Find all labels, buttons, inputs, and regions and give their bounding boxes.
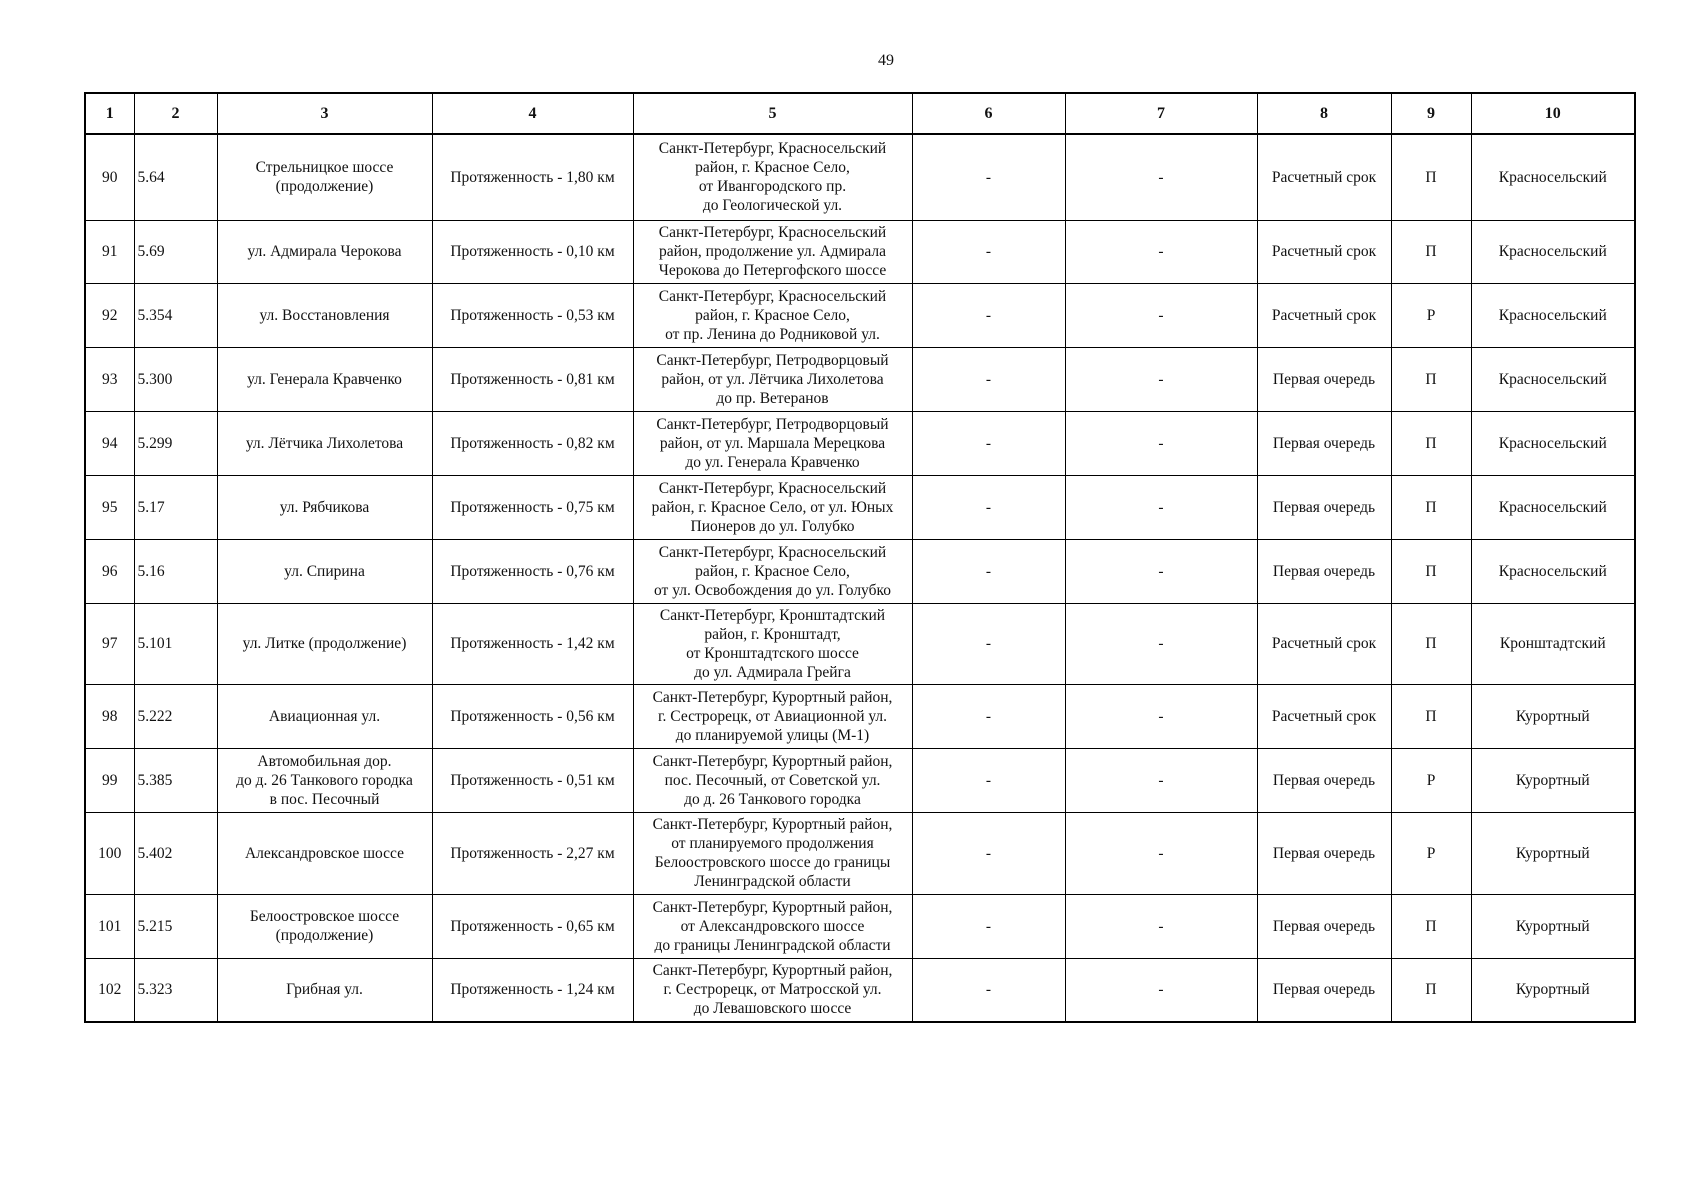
table-row bbox=[85, 134, 1635, 220]
type-cell: П bbox=[1391, 894, 1471, 958]
term-cell: Первая очередь bbox=[1257, 812, 1391, 894]
row-number-cell: 101 bbox=[85, 894, 134, 958]
object-name-cell bbox=[217, 684, 432, 748]
object-name-cell bbox=[217, 603, 432, 684]
row-number-cell: 102 bbox=[85, 958, 134, 1022]
table-row bbox=[85, 958, 1635, 1022]
district-cell: Красносельский bbox=[1471, 539, 1635, 603]
code-cell: 5.385 bbox=[134, 748, 217, 812]
district-cell: Красносельский bbox=[1471, 220, 1635, 283]
column-6-cell: - bbox=[912, 603, 1065, 684]
length-cell: Протяженность - 0,56 км bbox=[432, 684, 633, 748]
type-cell: П bbox=[1391, 411, 1471, 475]
type-cell: Р bbox=[1391, 748, 1471, 812]
code-cell: 5.101 bbox=[134, 603, 217, 684]
location-cell-line: Санкт-Петербург, Петродворцовый bbox=[656, 351, 889, 369]
location-cell-line: Санкт-Петербург, Курортный район, bbox=[652, 688, 893, 706]
location-cell-line: Санкт-Петербург, Красносельский bbox=[658, 287, 887, 305]
row-number-cell: 95 bbox=[85, 475, 134, 539]
type-cell: П bbox=[1391, 347, 1471, 411]
header-col-9: 9 bbox=[1391, 93, 1471, 134]
row-number-cell: 100 bbox=[85, 812, 134, 894]
object-name-cell bbox=[217, 134, 432, 220]
row-number-cell: 97 bbox=[85, 603, 134, 684]
header-col-5: 5 bbox=[633, 93, 912, 134]
location-cell bbox=[633, 283, 912, 347]
location-cell bbox=[633, 347, 912, 411]
object-name-cell-line: Стрельницкое шоссе bbox=[255, 159, 394, 177]
row-number-cell: 96 bbox=[85, 539, 134, 603]
location-cell-line: до границы Ленинградской области bbox=[654, 936, 891, 954]
location-cell-line: район, г. Красное Село, bbox=[695, 159, 850, 177]
object-name-cell-line: ул. Рябчикова bbox=[279, 498, 370, 516]
column-6-cell: - bbox=[912, 220, 1065, 283]
page-number: 49 bbox=[878, 52, 894, 69]
object-name-cell-line: (продолжение) bbox=[275, 927, 374, 944]
column-6-cell: - bbox=[912, 411, 1065, 475]
row-number-cell: 90 bbox=[85, 134, 134, 220]
table-row bbox=[85, 812, 1635, 894]
location-cell-line: до пр. Ветеранов bbox=[716, 389, 829, 407]
table-row bbox=[85, 283, 1635, 347]
location-cell-line: Санкт-Петербург, Красносельский bbox=[658, 543, 887, 561]
column-6-cell: - bbox=[912, 475, 1065, 539]
term-cell: Первая очередь bbox=[1257, 475, 1391, 539]
object-name-cell bbox=[217, 475, 432, 539]
location-cell-line: район, от ул. Маршала Мерецкова bbox=[659, 434, 886, 452]
object-name-cell bbox=[217, 411, 432, 475]
object-name-cell-line: ул. Восстановления bbox=[259, 306, 390, 324]
district-cell: Курортный bbox=[1471, 812, 1635, 894]
location-cell-line: Санкт-Петербург, Курортный район, bbox=[652, 962, 893, 980]
term-cell: Первая очередь bbox=[1257, 958, 1391, 1022]
term-cell: Расчетный срок bbox=[1257, 603, 1391, 684]
header-col-2: 2 bbox=[134, 93, 217, 134]
term-cell: Расчетный срок bbox=[1257, 134, 1391, 220]
code-cell: 5.64 bbox=[134, 134, 217, 220]
location-cell-line: от Александровского шоссе bbox=[680, 917, 865, 935]
location-cell bbox=[633, 220, 912, 283]
object-name-cell bbox=[217, 283, 432, 347]
district-cell: Красносельский bbox=[1471, 283, 1635, 347]
column-7-cell: - bbox=[1065, 958, 1257, 1022]
column-6-cell: - bbox=[912, 748, 1065, 812]
table-header-row bbox=[85, 93, 1635, 134]
type-cell: П bbox=[1391, 475, 1471, 539]
location-cell-line: район, г. Красное Село, bbox=[695, 562, 850, 580]
location-cell-line: район, от ул. Лётчика Лихолетова bbox=[661, 370, 884, 388]
column-7-cell: - bbox=[1065, 812, 1257, 894]
length-cell: Протяженность - 0,51 км bbox=[432, 748, 633, 812]
row-number-cell: 98 bbox=[85, 684, 134, 748]
district-cell: Красносельский bbox=[1471, 475, 1635, 539]
code-cell: 5.69 bbox=[134, 220, 217, 283]
location-cell bbox=[633, 475, 912, 539]
district-cell: Курортный bbox=[1471, 894, 1635, 958]
object-name-cell-line: (продолжение) bbox=[275, 178, 374, 196]
row-number-cell: 92 bbox=[85, 283, 134, 347]
column-6-cell: - bbox=[912, 684, 1065, 748]
location-cell-line: до ул. Адмирала Грейга bbox=[694, 663, 851, 681]
object-name-cell bbox=[217, 347, 432, 411]
location-cell bbox=[633, 748, 912, 812]
location-cell-line: район, г. Кронштадт, bbox=[704, 625, 841, 643]
code-cell: 5.323 bbox=[134, 958, 217, 1022]
length-cell: Протяженность - 1,24 км bbox=[432, 958, 633, 1022]
location-cell-line: Санкт-Петербург, Красносельский bbox=[658, 479, 887, 497]
object-name-cell-line: Авиационная ул. bbox=[268, 707, 381, 725]
road-projects-table bbox=[84, 92, 1636, 1023]
location-cell-line: до д. 26 Танкового городка bbox=[684, 790, 861, 808]
table-row bbox=[85, 347, 1635, 411]
length-cell: Протяженность - 0,65 км bbox=[432, 894, 633, 958]
column-7-cell: - bbox=[1065, 684, 1257, 748]
location-cell-line: район, г. Красное Село, от ул. Юных bbox=[651, 498, 894, 516]
row-number-cell: 93 bbox=[85, 347, 134, 411]
location-cell-line: Ленинградской области bbox=[694, 873, 851, 890]
location-cell-line: до Левашовского шоссе bbox=[693, 1000, 852, 1018]
table-body bbox=[85, 134, 1635, 1022]
type-cell: П bbox=[1391, 539, 1471, 603]
object-name-cell-line: ул. Лётчика Лихолетова bbox=[245, 434, 404, 452]
location-cell-line: от Кронштадтского шоссе bbox=[686, 644, 859, 662]
location-cell bbox=[633, 411, 912, 475]
location-cell-line: район, продолжение ул. Адмирала bbox=[658, 243, 887, 260]
object-name-cell bbox=[217, 539, 432, 603]
location-cell-line: от Ивангородского пр. bbox=[698, 178, 847, 196]
table-row bbox=[85, 603, 1635, 684]
location-cell-line: от планируемого продолжения bbox=[671, 835, 874, 852]
column-7-cell: - bbox=[1065, 220, 1257, 283]
location-cell-line: Санкт-Петербург, Курортный район, bbox=[652, 816, 893, 833]
location-cell-line: Санкт-Петербург, Курортный район, bbox=[652, 752, 893, 770]
term-cell: Расчетный срок bbox=[1257, 283, 1391, 347]
location-cell-line: до ул. Генерала Кравченко bbox=[685, 453, 860, 471]
district-cell: Красносельский bbox=[1471, 347, 1635, 411]
type-cell: П bbox=[1391, 220, 1471, 283]
code-cell: 5.300 bbox=[134, 347, 217, 411]
column-6-cell: - bbox=[912, 347, 1065, 411]
location-cell-line: до Геологической ул. bbox=[702, 197, 843, 215]
table-row bbox=[85, 684, 1635, 748]
location-cell-line: от пр. Ленина до Родниковой ул. bbox=[665, 325, 880, 343]
location-cell-line: Санкт-Петербург, Красносельский bbox=[658, 224, 887, 241]
object-name-cell-line: ул. Адмирала Черокова bbox=[247, 243, 402, 260]
location-cell bbox=[633, 539, 912, 603]
column-7-cell: - bbox=[1065, 134, 1257, 220]
code-cell: 5.402 bbox=[134, 812, 217, 894]
code-cell: 5.222 bbox=[134, 684, 217, 748]
length-cell: Протяженность - 0,53 км bbox=[432, 283, 633, 347]
table-row bbox=[85, 475, 1635, 539]
type-cell: П bbox=[1391, 134, 1471, 220]
location-cell-line: Санкт-Петербург, Красносельский bbox=[658, 140, 887, 158]
object-name-cell-line: Грибная ул. bbox=[286, 981, 363, 999]
district-cell: Курортный bbox=[1471, 958, 1635, 1022]
term-cell: Расчетный срок bbox=[1257, 684, 1391, 748]
object-name-cell-line: Белоостровское шоссе bbox=[249, 908, 400, 925]
header-col-8: 8 bbox=[1257, 93, 1391, 134]
type-cell: П bbox=[1391, 958, 1471, 1022]
header-col-10: 10 bbox=[1471, 93, 1635, 134]
term-cell: Первая очередь bbox=[1257, 347, 1391, 411]
location-cell-line: г. Сестрорецк, от Матросской ул. bbox=[663, 981, 882, 999]
object-name-cell-line: до д. 26 Танкового городка bbox=[236, 771, 413, 789]
code-cell: 5.17 bbox=[134, 475, 217, 539]
length-cell: Протяженность - 0,10 км bbox=[432, 220, 633, 283]
object-name-cell-line: Александровское шоссе bbox=[244, 844, 405, 862]
column-6-cell: - bbox=[912, 894, 1065, 958]
location-cell-line: пос. Песочный, от Советской ул. bbox=[664, 771, 881, 789]
table-row bbox=[85, 748, 1635, 812]
column-6-cell: - bbox=[912, 958, 1065, 1022]
location-cell-line: Пионеров до ул. Голубко bbox=[690, 517, 855, 535]
type-cell: П bbox=[1391, 603, 1471, 684]
district-cell: Красносельский bbox=[1471, 411, 1635, 475]
column-6-cell: - bbox=[912, 283, 1065, 347]
object-name-cell-line: ул. Литке (продолжение) bbox=[242, 635, 407, 652]
row-number-cell: 91 bbox=[85, 220, 134, 283]
object-name-cell-line: ул. Спирина bbox=[284, 562, 365, 580]
type-cell: Р bbox=[1391, 283, 1471, 347]
column-6-cell: - bbox=[912, 812, 1065, 894]
length-cell: Протяженность - 2,27 км bbox=[432, 812, 633, 894]
table-row bbox=[85, 411, 1635, 475]
location-cell-line: г. Сестрорецк, от Авиационной ул. bbox=[657, 707, 888, 725]
column-7-cell: - bbox=[1065, 347, 1257, 411]
row-number-cell: 94 bbox=[85, 411, 134, 475]
length-cell: Протяженность - 1,80 км bbox=[432, 134, 633, 220]
term-cell: Первая очередь bbox=[1257, 894, 1391, 958]
location-cell-line: от ул. Освобождения до ул. Голубко bbox=[654, 581, 891, 599]
table-row bbox=[85, 894, 1635, 958]
code-cell: 5.215 bbox=[134, 894, 217, 958]
district-cell: Красносельский bbox=[1471, 134, 1635, 220]
table-row bbox=[85, 220, 1635, 283]
location-cell-line: Белоостровского шоссе до границы bbox=[654, 854, 891, 871]
length-cell: Протяженность - 0,82 км bbox=[432, 411, 633, 475]
length-cell: Протяженность - 0,75 км bbox=[432, 475, 633, 539]
location-cell bbox=[633, 894, 912, 958]
location-cell bbox=[633, 684, 912, 748]
object-name-cell-line: в пос. Песочный bbox=[269, 790, 380, 808]
location-cell-line: до планируемой улицы (М-1) bbox=[675, 726, 870, 744]
object-name-cell-line: Автомобильная дор. bbox=[257, 752, 392, 770]
location-cell bbox=[633, 603, 912, 684]
length-cell: Протяженность - 0,76 км bbox=[432, 539, 633, 603]
location-cell-line: Санкт-Петербург, Кронштадтский bbox=[659, 606, 886, 624]
type-cell: П bbox=[1391, 684, 1471, 748]
column-7-cell: - bbox=[1065, 603, 1257, 684]
code-cell: 5.299 bbox=[134, 411, 217, 475]
object-name-cell bbox=[217, 812, 432, 894]
type-cell: Р bbox=[1391, 812, 1471, 894]
length-cell: Протяженность - 0,81 км bbox=[432, 347, 633, 411]
column-6-cell: - bbox=[912, 134, 1065, 220]
code-cell: 5.16 bbox=[134, 539, 217, 603]
header-col-4: 4 bbox=[432, 93, 633, 134]
length-cell: Протяженность - 1,42 км bbox=[432, 603, 633, 684]
object-name-cell bbox=[217, 894, 432, 958]
district-cell: Курортный bbox=[1471, 684, 1635, 748]
column-7-cell: - bbox=[1065, 539, 1257, 603]
header-col-1: 1 bbox=[85, 93, 134, 134]
column-7-cell: - bbox=[1065, 748, 1257, 812]
column-7-cell: - bbox=[1065, 475, 1257, 539]
location-cell bbox=[633, 812, 912, 894]
term-cell: Первая очередь bbox=[1257, 539, 1391, 603]
term-cell: Первая очередь bbox=[1257, 748, 1391, 812]
header-col-6: 6 bbox=[912, 93, 1065, 134]
location-cell-line: район, г. Красное Село, bbox=[695, 306, 850, 324]
location-cell bbox=[633, 958, 912, 1022]
column-6-cell: - bbox=[912, 539, 1065, 603]
location-cell-line: Санкт-Петербург, Курортный район, bbox=[652, 898, 893, 916]
column-7-cell: - bbox=[1065, 283, 1257, 347]
district-cell: Кронштадтский bbox=[1471, 603, 1635, 684]
code-cell: 5.354 bbox=[134, 283, 217, 347]
term-cell: Расчетный срок bbox=[1257, 220, 1391, 283]
object-name-cell-line: ул. Генерала Кравченко bbox=[247, 370, 402, 388]
term-cell: Первая очередь bbox=[1257, 411, 1391, 475]
column-7-cell: - bbox=[1065, 894, 1257, 958]
location-cell-line: Санкт-Петербург, Петродворцовый bbox=[656, 415, 889, 433]
location-cell bbox=[633, 134, 912, 220]
object-name-cell bbox=[217, 958, 432, 1022]
object-name-cell bbox=[217, 220, 432, 283]
location-cell-line: Черокова до Петергофского шоссе bbox=[658, 262, 887, 279]
table-row bbox=[85, 539, 1635, 603]
column-7-cell: - bbox=[1065, 411, 1257, 475]
district-cell: Курортный bbox=[1471, 748, 1635, 812]
row-number-cell: 99 bbox=[85, 748, 134, 812]
header-col-7: 7 bbox=[1065, 93, 1257, 134]
header-col-3: 3 bbox=[217, 93, 432, 134]
object-name-cell bbox=[217, 748, 432, 812]
